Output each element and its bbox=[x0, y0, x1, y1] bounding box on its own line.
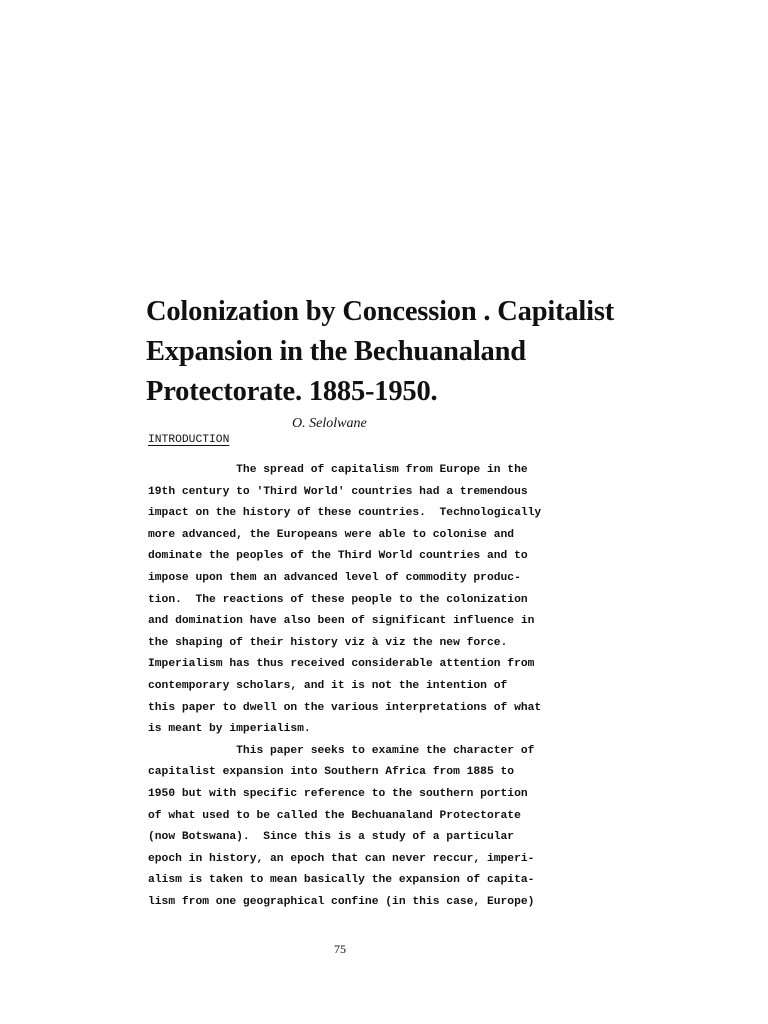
page-number: 75 bbox=[334, 942, 346, 956]
text-line: lism from one geographical confine (in this case, Europe) bbox=[148, 895, 535, 908]
text-line: epoch in history, an epoch that can never reccur, imperi- bbox=[148, 852, 535, 865]
text-line: The spread of capitalism from Europe in the bbox=[148, 464, 528, 476]
text-line: capitalist expansion into Southern Africa from 1885 to bbox=[148, 766, 515, 779]
text-line: this paper to dwell on the various interpretations of what bbox=[148, 701, 542, 714]
article-title bbox=[146, 292, 706, 412]
text-line: alism is taken to mean basically the expansion of capita- bbox=[148, 874, 535, 887]
text-line: the shaping of their history viz à viz the new force. bbox=[148, 636, 508, 649]
text-line: Imperialism has thus received considerable attention from bbox=[148, 658, 535, 671]
text-line: 1950 but with specific reference to the southern portion bbox=[148, 787, 528, 800]
text-line: contemporary scholars, and it is not the intention of bbox=[148, 679, 508, 692]
title-line: Expansion in the Bechuanaland bbox=[146, 336, 526, 367]
title-line: Protectorate. 1885-1950. bbox=[146, 376, 438, 407]
author-name: O. Selolwane bbox=[292, 416, 367, 431]
text-line: of what used to be called the Bechuanaland Protectorate bbox=[148, 809, 521, 822]
text-line: 19th century to 'Third World' countries had a tremendous bbox=[148, 485, 528, 498]
text-line: tion. The reactions of these people to the colonization bbox=[148, 593, 528, 606]
text-line: more advanced, the Europeans were able to colonise and bbox=[148, 528, 515, 541]
text-line: impact on the history of these countries. Technologically bbox=[148, 507, 542, 520]
text-line: impose upon them an advanced level of commodity produc- bbox=[148, 571, 521, 584]
text-line: (now Botswana). Since this is a study of a particular bbox=[148, 831, 515, 844]
text-line: is meant by imperialism. bbox=[148, 723, 311, 736]
text-line: and domination have also been of significant influence in bbox=[148, 615, 535, 628]
title-line: Colonization by Concession . Capitalist bbox=[146, 296, 615, 327]
section-heading: INTRODUCTION bbox=[148, 434, 230, 446]
body-text bbox=[148, 460, 541, 913]
text-line: This paper seeks to examine the character of bbox=[148, 744, 535, 757]
text-line: dominate the peoples of the Third World countries and to bbox=[148, 550, 528, 563]
